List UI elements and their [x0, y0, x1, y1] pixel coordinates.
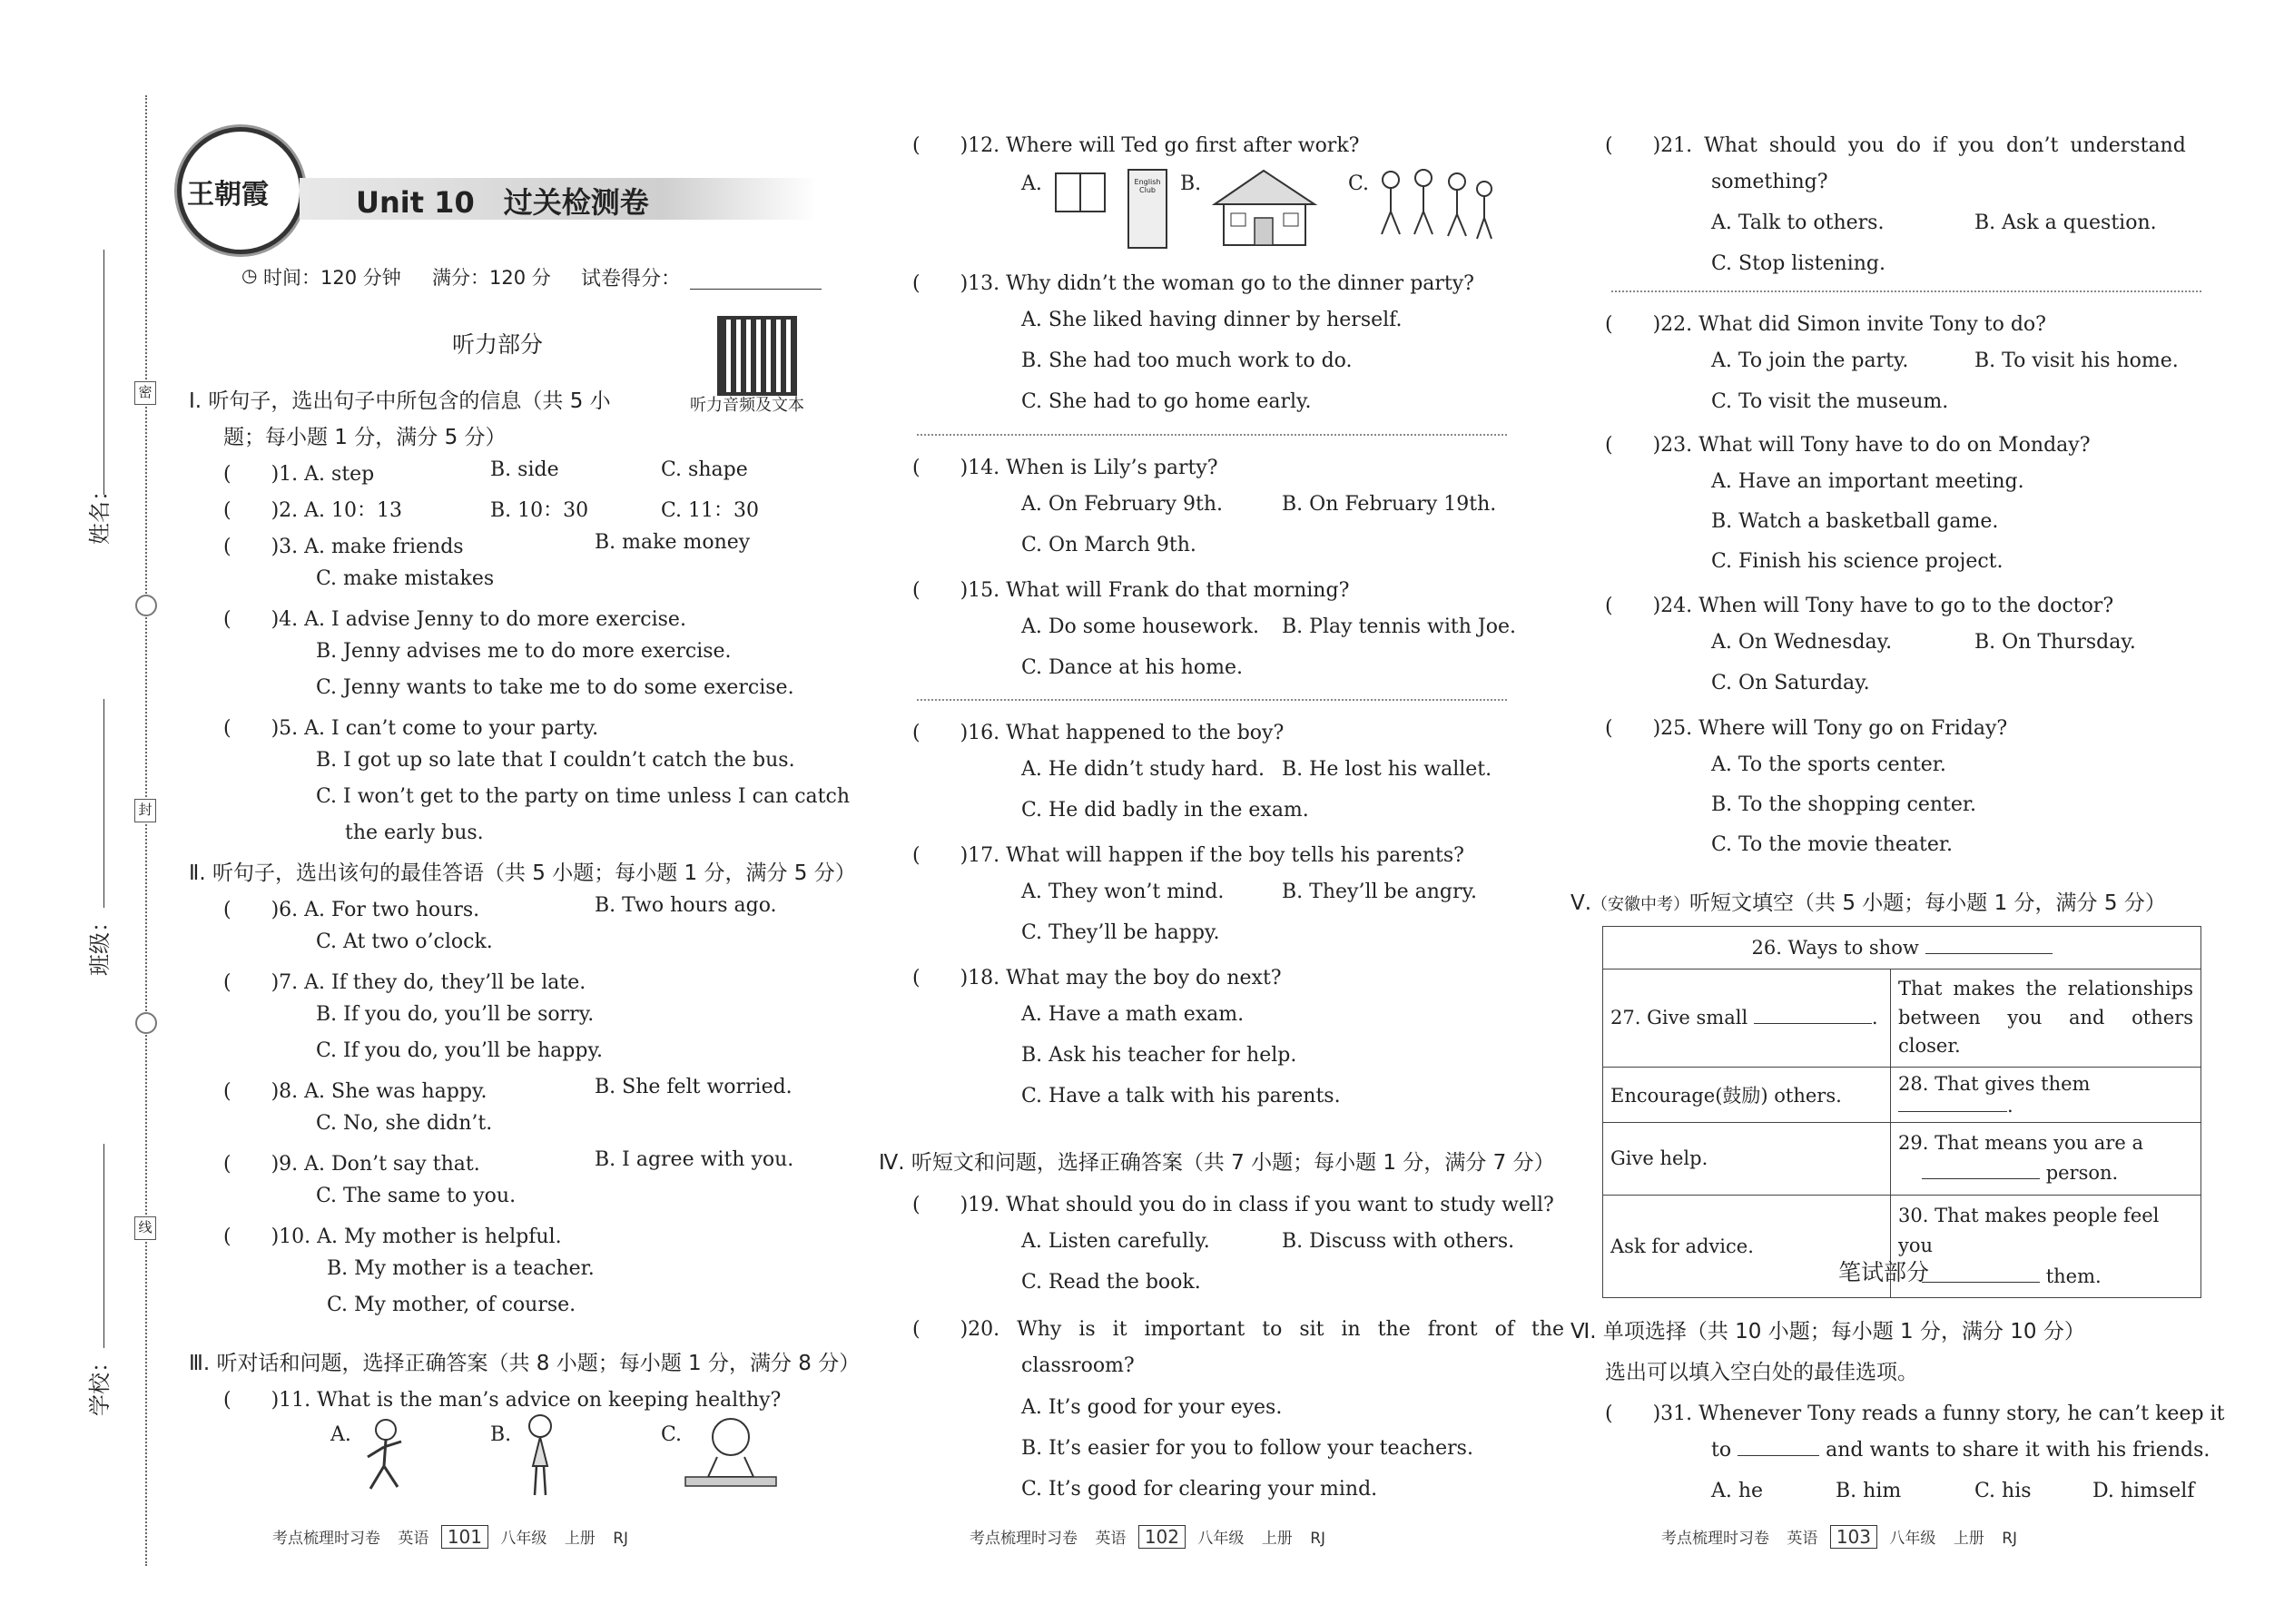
table-cell: Encourage(鼓励) others. — [1603, 1067, 1891, 1122]
page-number-102: 102 — [1138, 1525, 1186, 1549]
table-cell — [1891, 1195, 2201, 1298]
q8-a: ( )8. A. She was happy. — [223, 1080, 487, 1103]
section-5-prefix: Ⅴ. — [1570, 891, 1592, 915]
class-blank[interactable] — [103, 699, 104, 908]
footer-vol: 上册 — [1261, 1530, 1293, 1548]
section-4-title: Ⅳ. 听短文和问题，选择正确答案（共 7 小题；每小题 1 分，满分 7 分） — [879, 1151, 1555, 1175]
q28-label: 28. That gives them — [1898, 1072, 2091, 1095]
divider — [917, 434, 1507, 436]
page-title: Unit 10 过关检测卷 — [356, 185, 649, 220]
q3-b: B. make money — [595, 531, 751, 554]
q7-c: C. If you do, you’ll be happy. — [316, 1039, 603, 1062]
q5-c-cont: the early bus. — [345, 822, 484, 844]
q21-option-c: C. Stop listening. — [1711, 252, 1885, 275]
q16-option-b: B. He lost his wallet. — [1282, 758, 1492, 781]
q27-label: 27. Give small — [1610, 1007, 1748, 1029]
q9-b: B. I agree with you. — [595, 1148, 794, 1171]
q31-option-a: A. he — [1711, 1480, 1764, 1502]
q29-blank[interactable] — [1922, 1178, 2040, 1179]
q20-option-a: A. It’s good for your eyes. — [1021, 1396, 1283, 1419]
q18-option-c: C. Have a talk with his parents. — [1021, 1085, 1341, 1107]
q15-option-c: C. Dance at his home. — [1021, 656, 1244, 679]
footer-page-101 — [272, 1525, 628, 1549]
q21-question: ( )21. What should you do if you don’t understand — [1605, 134, 2186, 157]
q12-option-c: C. — [1348, 172, 1370, 195]
footer-subject: 英语 — [1787, 1530, 1818, 1548]
q3-a: ( )3. A. make friends — [223, 536, 464, 558]
table-cell — [1891, 1122, 2201, 1195]
table-cell — [1603, 927, 2201, 969]
logo-text: 王朝霞 — [187, 179, 269, 211]
footer-grade: 八年级 — [1889, 1530, 1936, 1548]
footer-vol: 上册 — [1953, 1530, 1984, 1548]
q12-question: ( )12. Where will Ted go first after work? — [912, 134, 1360, 157]
q7-a: ( )7. A. If they do, they’ll be late. — [223, 971, 586, 994]
section-5-label: 听短文填空（共 5 小题；每小题 1 分，满分 5 分） — [1689, 891, 2166, 915]
binding-hole-2 — [135, 1012, 157, 1034]
q11-option-b: B. — [490, 1423, 512, 1446]
q6-a: ( )6. A. For two hours. — [223, 899, 480, 921]
q19-option-a: A. Listen carefully. — [1021, 1230, 1210, 1253]
q23-question: ( )23. What will Tony have to do on Monday? — [1605, 434, 2091, 457]
q25-question: ( )25. Where will Tony go on Friday? — [1605, 717, 2008, 740]
table-cell: Give help. — [1603, 1122, 1891, 1195]
q4-c: C. Jenny wants to take me to do some exercise. — [316, 676, 794, 699]
table-row — [1603, 1122, 2201, 1195]
q1-c: C. shape — [661, 458, 748, 481]
footer-book: 考点梳理时习卷 — [970, 1530, 1078, 1548]
q17-question: ( )17. What will happen if the boy tells his parents? — [912, 844, 1464, 867]
q13-question: ( )13. Why didn’t the woman go to the dinner party? — [912, 272, 1474, 295]
q30-label: 30. That makes people feel you — [1898, 1204, 2160, 1257]
ways-table — [1602, 926, 2201, 1298]
table-row — [1603, 927, 2201, 969]
q31-option-d: D. himself — [2092, 1480, 2195, 1502]
q24-question: ( )24. When will Tony have to go to the doctor? — [1605, 595, 2114, 617]
q13-option-b: B. She had too much work to do. — [1021, 349, 1353, 372]
footer-page-102 — [970, 1525, 1325, 1549]
q5-a: ( )5. A. I can’t come to your party. — [223, 717, 599, 740]
q10-c: C. My mother, of course. — [327, 1294, 576, 1316]
children-playing-image — [1371, 162, 1498, 248]
q20-option-b: B. It’s easier for you to follow your teachers. — [1021, 1437, 1473, 1460]
studying-girl-image — [681, 1412, 781, 1502]
table-cell: Ask for advice. — [1603, 1195, 1891, 1298]
logo — [177, 127, 304, 254]
q27-blank[interactable] — [1754, 1023, 1872, 1024]
q1-b: B. side — [490, 458, 559, 481]
q14-option-b: B. On February 19th. — [1282, 493, 1497, 516]
q12-option-b: B. — [1180, 172, 1202, 195]
q25-option-a: A. To the sports center. — [1711, 753, 1946, 776]
table-cell: 28. That gives them . — [1891, 1067, 2201, 1122]
q17-option-a: A. They won’t mind. — [1021, 881, 1225, 903]
binding-line — [145, 95, 147, 1566]
divider — [1611, 290, 2201, 292]
q2-a: ( )2. A. 10：13 — [223, 499, 403, 522]
section-6-instruction: 选出可以填入空白处的最佳选项。 — [1605, 1361, 1918, 1384]
section-5-tag: （安徽中考） — [1591, 895, 1690, 914]
q2-b: B. 10：30 — [490, 499, 589, 522]
q23-option-c: C. Finish his science project. — [1711, 550, 2004, 573]
q22-option-b: B. To visit his home. — [1974, 349, 2179, 372]
q16-option-c: C. He did badly in the exam. — [1021, 799, 1309, 822]
qr-code-icon — [717, 316, 797, 396]
q15-option-b: B. Play tennis with Joe. — [1282, 615, 1516, 638]
footer-grade: 八年级 — [500, 1530, 547, 1548]
section-1-title: Ⅰ. 听句子，选出句子中所包含的信息（共 5 小 — [189, 389, 611, 413]
q2-c: C. 11：30 — [661, 499, 760, 522]
q21-option-b: B. Ask a question. — [1974, 212, 2157, 234]
q31-question: ( )31. Whenever Tony reads a funny story, he can’t keep it — [1605, 1403, 2225, 1425]
q30-blank[interactable] — [1922, 1282, 2040, 1283]
q7-b: B. If you do, you’ll be sorry. — [316, 1003, 595, 1026]
q20-question: ( )20. Why is it important to sit in the front of the — [912, 1318, 1565, 1341]
footer-ed: RJ — [1310, 1530, 1326, 1548]
q22-question: ( )22. What did Simon invite Tony to do? — [1605, 313, 2046, 336]
club-sign: English Club — [1134, 178, 1161, 194]
q15-option-a: A. Do some housework. — [1021, 615, 1259, 638]
q19-option-c: C. Read the book. — [1021, 1271, 1201, 1294]
q11-option-a: A. — [330, 1423, 351, 1446]
q18-option-b: B. Ask his teacher for help. — [1021, 1044, 1297, 1067]
name-blank[interactable] — [103, 250, 104, 495]
running-girl-image — [354, 1416, 418, 1498]
q22-option-c: C. To visit the museum. — [1711, 390, 1949, 413]
page-number-103: 103 — [1830, 1525, 1877, 1549]
q4-a: ( )4. A. I advise Jenny to do more exercise. — [223, 608, 686, 631]
q14-question: ( )14. When is Lily’s party? — [912, 457, 1218, 479]
footer-book: 考点梳理时习卷 — [1661, 1530, 1769, 1548]
q9-a: ( )9. A. Don’t say that. — [223, 1153, 480, 1176]
section-5-title — [1570, 886, 2166, 916]
q24-option-b: B. On Thursday. — [1974, 631, 2136, 654]
q26-blank[interactable] — [1925, 953, 2053, 954]
footer-subject: 英语 — [398, 1530, 429, 1548]
test-score-blank[interactable] — [690, 289, 822, 290]
q13-option-c: C. She had to go home early. — [1021, 390, 1312, 413]
footer-ed: RJ — [613, 1530, 629, 1548]
section-3-title: Ⅲ. 听对话和问题，选择正确答案（共 8 小题；每小题 1 分，满分 8 分） — [189, 1352, 861, 1375]
q31-blank[interactable] — [1738, 1455, 1819, 1456]
divider — [917, 699, 1507, 701]
q10-a: ( )10. A. My mother is helpful. — [223, 1225, 562, 1248]
q31-pre: to — [1711, 1439, 1732, 1462]
q3-c: C. make mistakes — [316, 567, 495, 590]
q4-b: B. Jenny advises me to do more exercise. — [316, 640, 732, 663]
q6-b: B. Two hours ago. — [595, 894, 777, 917]
q6-c: C. At two o’clock. — [316, 930, 493, 953]
q17-option-c: C. They’ll be happy. — [1021, 921, 1220, 944]
seal-mark-1: 密 — [134, 381, 156, 405]
q11-question: ( )11. What is the man’s advice on keeping healthy? — [223, 1389, 782, 1412]
q20-question-cont: classroom? — [1021, 1354, 1135, 1377]
section-6-title: Ⅵ. 单项选择（共 10 小题；每小题 1 分，满分 10 分） — [1570, 1320, 2085, 1343]
footer-page-103 — [1661, 1525, 2017, 1549]
q14-option-a: A. On February 9th. — [1021, 493, 1223, 516]
q16-option-a: A. He didn’t study hard. — [1021, 758, 1265, 781]
q24-option-a: A. On Wednesday. — [1711, 631, 1893, 654]
seal-mark-3: 线 — [134, 1216, 156, 1240]
q31-option-c: C. his — [1974, 1480, 2032, 1502]
q23-option-a: A. Have an important meeting. — [1711, 470, 2024, 493]
q18-question: ( )18. What may the boy do next? — [912, 967, 1282, 989]
q26-label: 26. Ways to show — [1751, 937, 1919, 959]
listening-section-title: 听力部分 — [452, 331, 544, 358]
footer-vol: 上册 — [564, 1530, 596, 1548]
school-label: 学校： — [87, 1351, 113, 1416]
q19-option-b: B. Discuss with others. — [1282, 1230, 1515, 1253]
written-section-title: 笔试部分 — [1838, 1259, 1930, 1285]
q12-option-a: A. — [1021, 172, 1042, 195]
q25-option-c: C. To the movie theater. — [1711, 833, 1953, 856]
footer-ed: RJ — [2002, 1530, 2018, 1548]
q31-question-cont — [1711, 1439, 2210, 1462]
q20-option-c: C. It’s good for clearing your mind. — [1021, 1478, 1378, 1501]
q30-tail: them. — [2045, 1265, 2102, 1287]
seal-mark-2: 封 — [134, 799, 156, 822]
q29-tail: person. — [2045, 1162, 2119, 1185]
time-limit: 时间：120 分钟 — [263, 267, 401, 289]
school-blank[interactable] — [103, 1144, 104, 1348]
q21-question-cont: something? — [1711, 171, 1828, 193]
q16-question: ( )16. What happened to the boy? — [912, 722, 1285, 744]
footer-subject: 英语 — [1095, 1530, 1127, 1548]
name-label: 姓名： — [87, 479, 113, 545]
footer-grade: 八年级 — [1197, 1530, 1245, 1548]
test-score-label: 试卷得分： — [581, 268, 682, 290]
q8-b: B. She felt worried. — [595, 1076, 793, 1098]
q17-option-b: B. They’ll be angry. — [1282, 881, 1477, 903]
full-score: 满分：120 分 — [432, 267, 551, 289]
q31-option-b: B. him — [1836, 1480, 1902, 1502]
q14-option-c: C. On March 9th. — [1021, 534, 1196, 556]
q23-option-b: B. Watch a basketball game. — [1711, 510, 1999, 533]
q28-blank[interactable] — [1898, 1111, 2007, 1112]
q19-question: ( )19. What should you do in class if you want to study well? — [912, 1194, 1554, 1216]
q13-option-a: A. She liked having dinner by herself. — [1021, 309, 1403, 331]
q11-option-c: C. — [661, 1423, 683, 1446]
q24-option-c: C. On Saturday. — [1711, 672, 1870, 694]
q9-c: C. The same to you. — [316, 1185, 517, 1207]
q10-b: B. My mother is a teacher. — [327, 1257, 595, 1280]
q31-post: and wants to share it with his friends. — [1826, 1439, 2210, 1462]
class-label: 班级： — [87, 910, 113, 976]
q22-option-a: A. To join the party. — [1711, 349, 1909, 372]
table-row — [1603, 969, 2201, 1068]
table-row — [1603, 1067, 2201, 1122]
club-door-image — [1127, 169, 1167, 249]
q8-c: C. No, she didn’t. — [316, 1112, 493, 1135]
house-image — [1207, 163, 1321, 250]
table-cell: 27. Give small . — [1603, 969, 1891, 1068]
q5-b: B. I got up so late that I couldn’t catch the bus. — [316, 749, 795, 772]
qr-caption: 听力音频及文本 — [690, 396, 804, 415]
page-number-101: 101 — [441, 1525, 488, 1549]
table-cell: That makes the relationships between you and others closer. — [1891, 969, 2201, 1068]
q29-label: 29. That means you are a — [1898, 1131, 2143, 1154]
q18-option-a: A. Have a math exam. — [1021, 1003, 1245, 1026]
binding-hole-1 — [135, 595, 157, 616]
clock-icon: ◷ — [241, 264, 258, 286]
q15-question: ( )15. What will Frank do that morning? — [912, 579, 1350, 602]
q25-option-b: B. To the shopping center. — [1711, 793, 1976, 816]
q1-a: ( )1. A. step — [223, 463, 375, 486]
section-1-title-line2: 题；每小题 1 分，满分 5 分） — [223, 426, 507, 449]
window-image — [1055, 172, 1106, 212]
q5-c: C. I won’t get to the party on time unless I can catch — [316, 785, 850, 808]
eating-girl-image — [513, 1412, 567, 1502]
q21-option-a: A. Talk to others. — [1711, 212, 1885, 234]
footer-book: 考点梳理时习卷 — [272, 1530, 380, 1548]
section-2-title: Ⅱ. 听句子，选出该句的最佳答语（共 5 小题；每小题 1 分，满分 5 分） — [189, 861, 856, 885]
